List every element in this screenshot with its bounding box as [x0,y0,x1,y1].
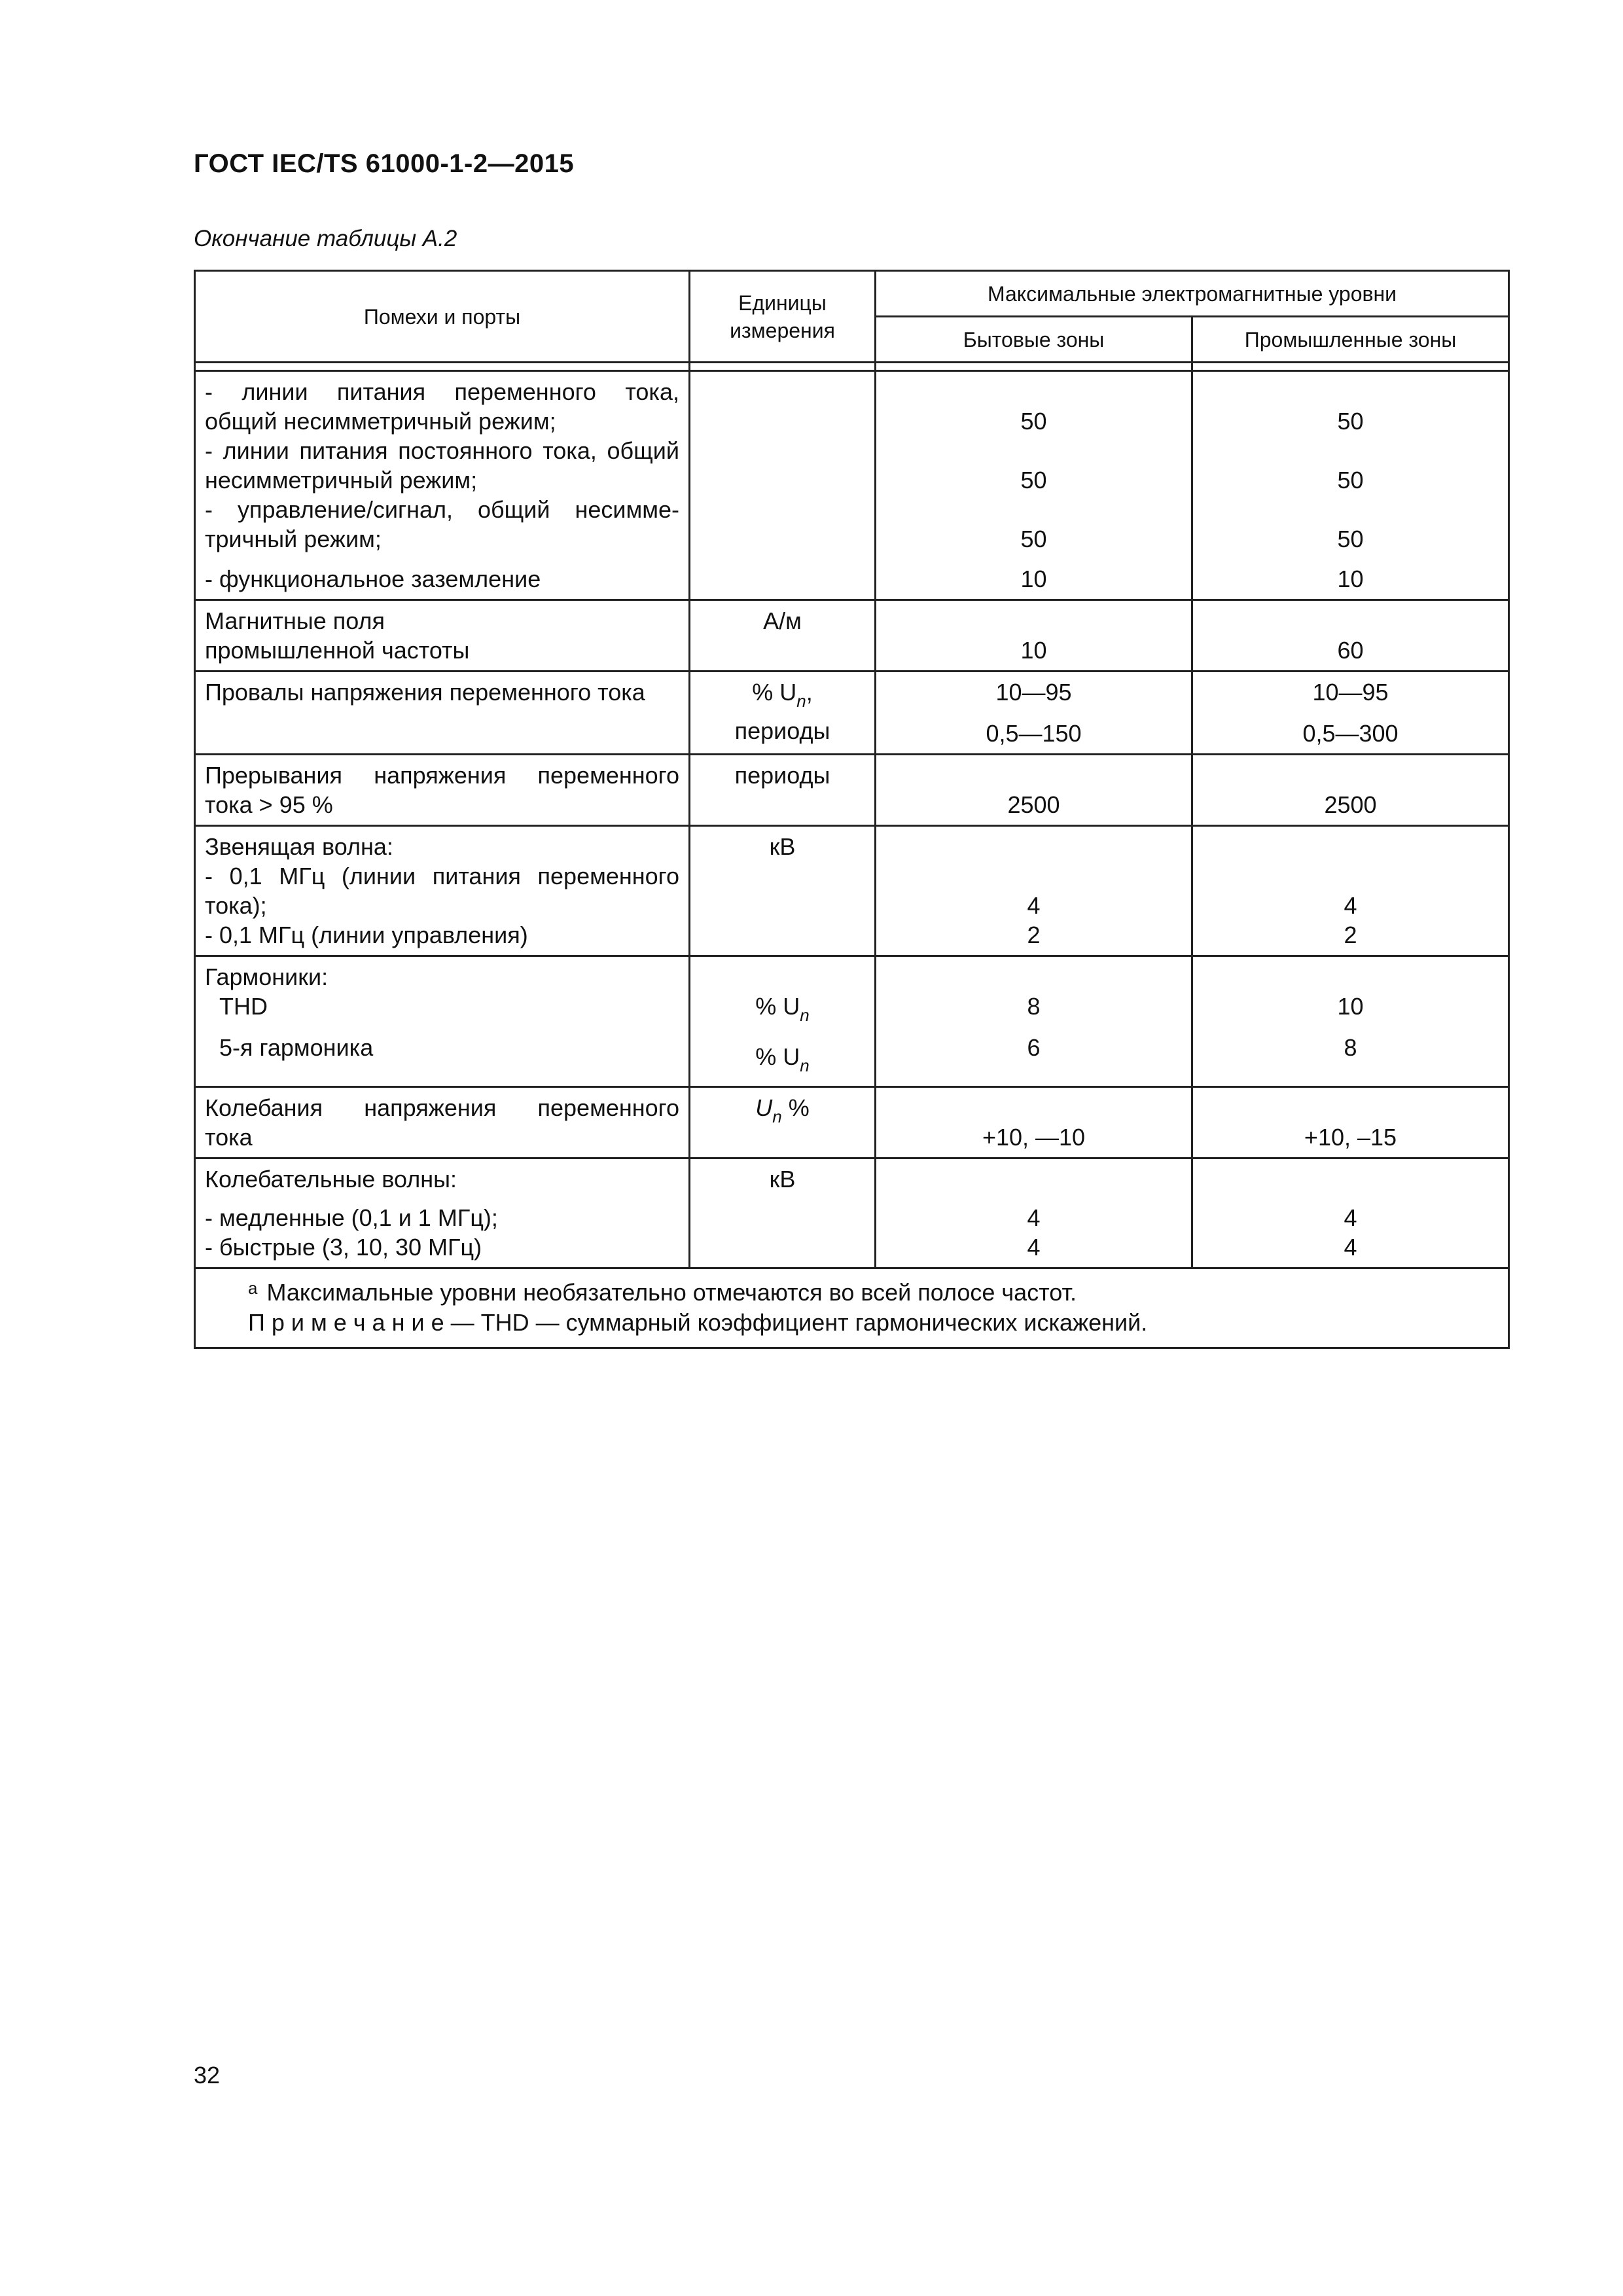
row-unit: кВ [690,1158,876,1268]
row-industrial-value: +10, –15 [1192,1087,1509,1158]
row-unit: кВ [690,826,876,956]
table-row [195,672,1509,755]
row-description: Провалы напряжения переменного тока [195,672,690,755]
row-industrial-value: 4 4 [1192,1158,1509,1268]
row-unit: % $U_n$, периоды [690,672,876,755]
row-description: Звенящая волна: - 0,1 МГц (линии питания переменного тока); - 0,1 МГц (линии управления) [195,826,690,956]
row-description: - линии питания переменного тока, общий несимметричный режим; - линии питания постоянного тока, общий несимметричный режим; - управление/сигнал, общий несимме- тричный режим; - функциональное заземление [195,371,690,600]
header-max-levels: Максимальные электромагнитные уровни [876,271,1509,317]
row-unit: $U_n$ % [690,1087,876,1158]
page-number: 32 [194,2062,221,2089]
footnote-a: $^а$ Максимальные уровни необязательно отмечаются во всей полосе частот. [248,1278,1077,1306]
row-industrial-value: 10—95 0,5—300 [1192,672,1509,755]
table-row [195,755,1509,826]
table-row [195,826,1509,956]
row-residential-value: 2500 [876,755,1192,826]
row-industrial-value: 2500 [1192,755,1509,826]
row-residential-value: +10, —10 [876,1087,1192,1158]
row-industrial-value: 10 8 [1192,956,1509,1087]
emission-levels-table [194,270,1510,1349]
row-description: Магнитные поля промышленной частоты [195,600,690,672]
row-residential-value: 4 2 [876,826,1192,956]
row-description: Колебательные волны: - медленные (0,1 и 1 МГц); - быстрые (3, 10, 30 МГц) [195,1158,690,1268]
row-unit [690,371,876,600]
table-row [195,600,1509,672]
header-industrial: Промышленные зоны [1192,317,1509,363]
row-residential-value: 10—95 0,5—150 [876,672,1192,755]
row-description: Колебания напряжения переменного тока [195,1087,690,1158]
table-caption: Окончание таблицы А.2 [194,226,457,251]
row-residential-value: 8 6 [876,956,1192,1087]
row-residential-value: 4 4 [876,1158,1192,1268]
header-residential: Бытовые зоны [876,317,1192,363]
row-unit: периоды [690,755,876,826]
row-description: Гармоники: THD 5-я гармоника [195,956,690,1087]
row-residential-value: 50 50 50 10 [876,371,1192,600]
header-separator [195,363,1509,371]
table-row [195,371,1509,600]
table-row [195,1158,1509,1268]
table-row [195,1087,1509,1158]
table-row [195,956,1509,1087]
row-description: Прерывания напряжения переменного тока > 95 % [195,755,690,826]
row-industrial-value: 60 [1192,600,1509,672]
row-unit: А/м [690,600,876,672]
document-header: ГОСТ IEC/TS 61000-1-2—2015 [194,149,575,178]
header-disturbances: Помехи и порты [195,271,690,363]
table-footnote-row [195,1268,1509,1348]
row-industrial-value: 50 50 50 10 [1192,371,1509,600]
row-unit: % $U_n$ % $U_n$ [690,956,876,1087]
row-residential-value: 10 [876,600,1192,672]
row-industrial-value: 4 2 [1192,826,1509,956]
table-note: П р и м е ч а н и е — THD — суммарный коэффициент гармонических искажений. [248,1309,1148,1336]
header-units: Единицы измерения [690,271,876,363]
table-footnote [195,1268,1509,1348]
